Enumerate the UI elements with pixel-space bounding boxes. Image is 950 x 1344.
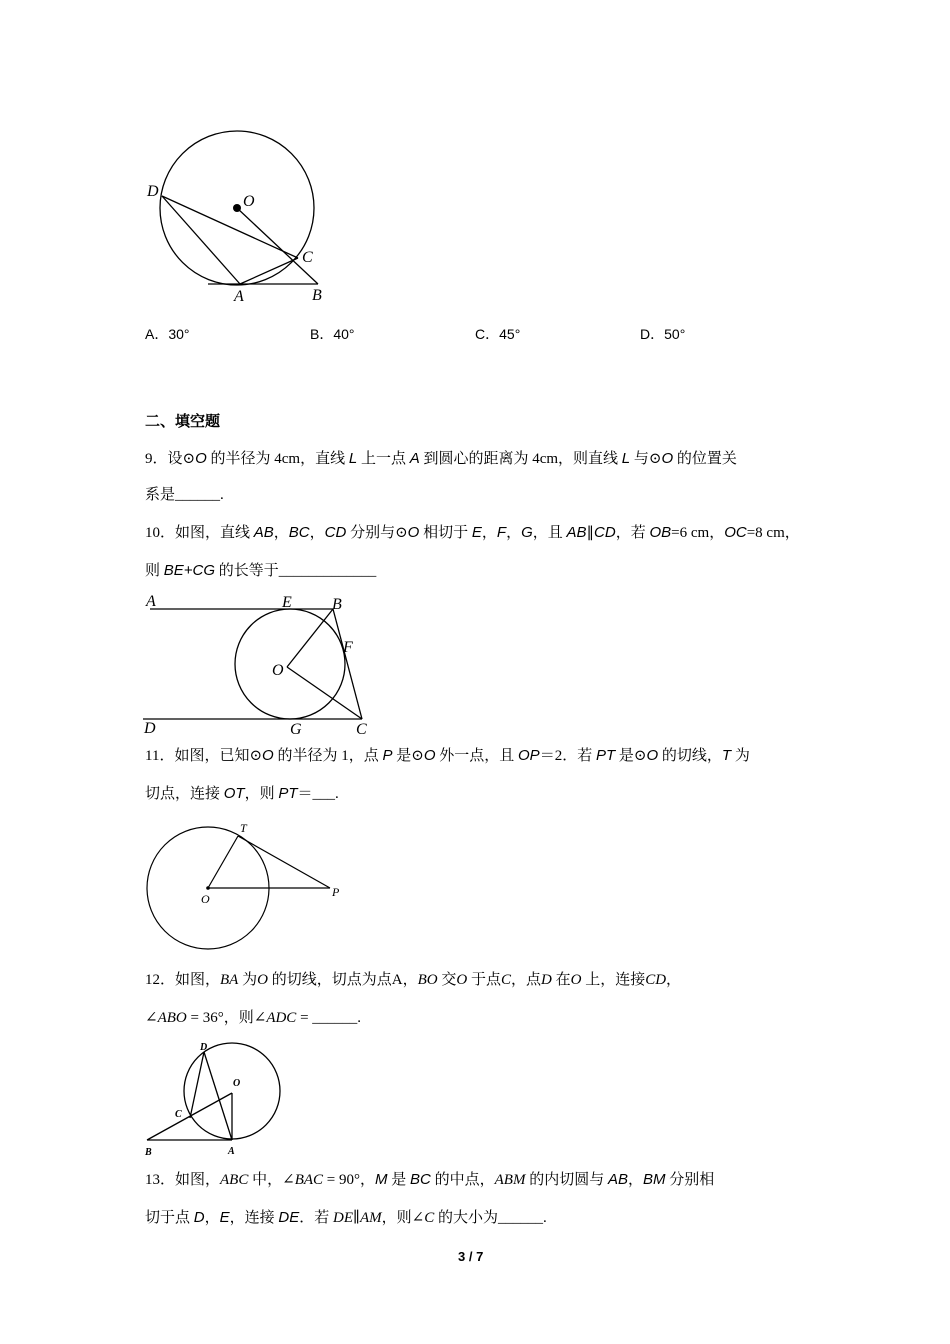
- fig11-label-o: O: [201, 892, 210, 906]
- fig12-label-b: B: [145, 1147, 152, 1158]
- fig10-label-g: G: [290, 721, 302, 738]
- fig10-label-a: A: [146, 593, 156, 610]
- fig12-label-d: D: [200, 1042, 208, 1053]
- option-c-value: 45°: [499, 326, 521, 342]
- fig12-label-o: O: [233, 1078, 241, 1089]
- fig10-label-o: O: [272, 662, 284, 679]
- fig8-label-b: B: [312, 287, 322, 304]
- q9-line1: 9．设⊙O 的半径为 4cm，直线 L 上一点 A 到圆心的距离为 4cm，则直线 L 与⊙O 的位置关: [145, 450, 737, 467]
- q12-line1: 12．如图，BA 为O 的切线，切点为点A，BO 交O 于点C，点D 在O 上，连接CD，: [145, 972, 682, 988]
- option-d-letter: D．: [640, 326, 665, 342]
- fig12-label-a: A: [228, 1146, 235, 1157]
- fig12-label-c: C: [175, 1109, 182, 1120]
- q11-line2: 切点，连接 OT，则 PT＝___.: [145, 785, 339, 802]
- q10-line1: 10．如图，直线 AB，BC，CD 分别与⊙O 相切于 E，F，G，且 AB∥CD，若 OB=6 cm，OC=8 cm，: [145, 524, 800, 541]
- fig8-label-d: D: [147, 183, 159, 200]
- fig8-label-o: O: [243, 193, 255, 210]
- q9-line2: 系是______.: [145, 487, 224, 503]
- q13-line1: 13．如图，ABC 中，∠BAC = 90°，M 是 BC 的中点，ABM 的内切圆与 AB，BM 分别相: [145, 1171, 715, 1188]
- q11-line1: 11．如图，已知⊙O 的半径为 1，点 P 是⊙O 外一点，且 OP＝2．若 PT 是⊙O 的切线，T 为: [145, 747, 750, 764]
- fig11-label-p: P: [332, 885, 340, 899]
- fig10-label-f: F: [343, 639, 353, 656]
- section-title: 二、填空题: [145, 412, 221, 430]
- fig10-label-e: E: [282, 594, 292, 611]
- option-d-value: 50°: [664, 326, 686, 342]
- option-a-value: 30°: [168, 326, 190, 342]
- fig12-line-dc: [190, 1052, 204, 1118]
- option-b-letter: B．: [310, 326, 334, 342]
- option-b-value: 40°: [333, 326, 355, 342]
- fig8-label-a: A: [234, 288, 244, 305]
- fig8-label-c: C: [302, 249, 313, 266]
- q12-line2: ∠ABO = 36°，则∠ADC = ______.: [145, 1010, 362, 1026]
- fig10-label-c: C: [356, 721, 367, 738]
- q13-line2: 切于点 D，E，连接 DE．若 DE∥AM，则∠C 的大小为______.: [145, 1209, 547, 1226]
- page-number: 3 / 7: [458, 1249, 484, 1264]
- q10-line2: 则 BE+CG 的长等于_____________: [145, 562, 377, 579]
- fig11-label-t: T: [240, 821, 247, 835]
- option-c-letter: C．: [475, 326, 500, 342]
- fig10-label-d: D: [144, 720, 156, 737]
- fig10-label-b: B: [332, 596, 342, 613]
- option-a-letter: A．: [145, 326, 169, 342]
